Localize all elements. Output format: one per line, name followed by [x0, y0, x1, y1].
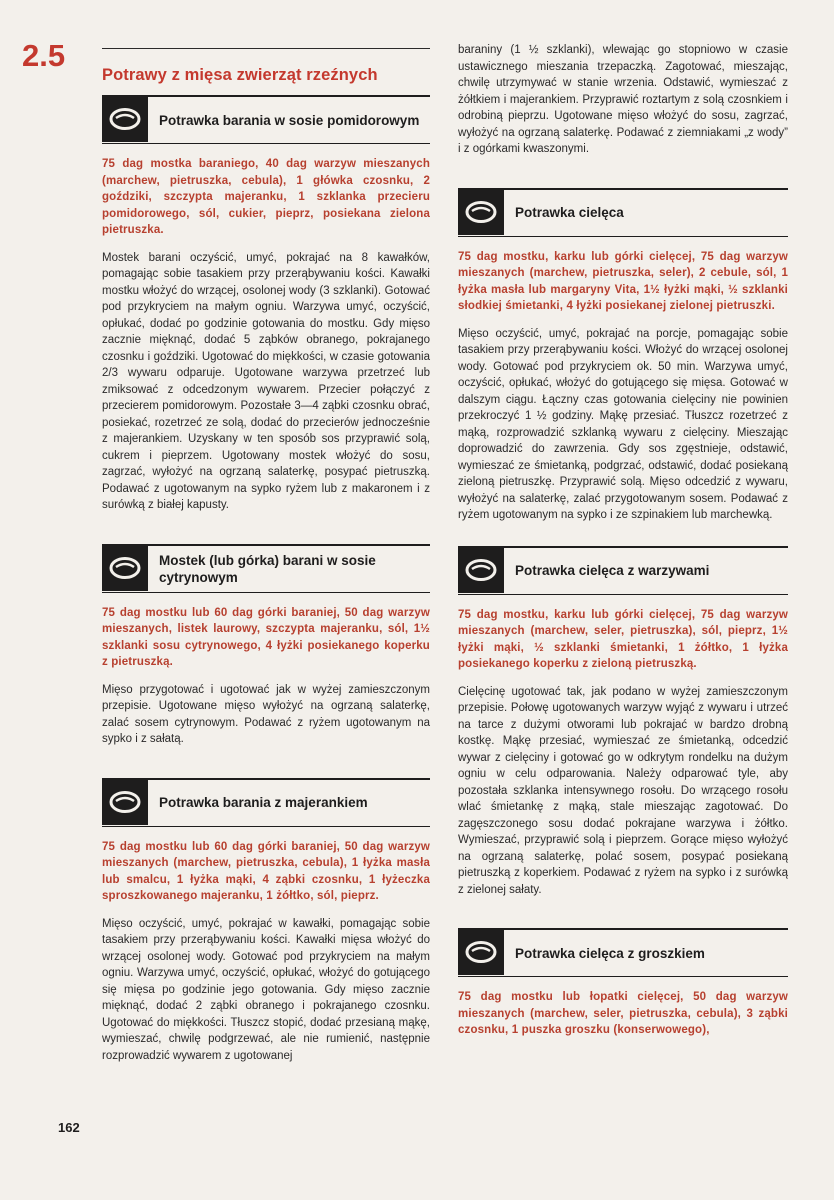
roasting-pan-icon: [102, 96, 148, 142]
recipe-method: Mięso oczyścić, umyć, pokrajać w kawałki, pomagając sobie tasakiem przy przerąbywaniu kości. Kawałki mięsa włożyć do wrzącej osolonej wody. Gotować pod przykryciem na małym ogniu. Warzywa umyć, oczyścić, opłukać, włożyć do gotującego się mięsa po godzinie jego gotowania. Gdy mięso zacznie mięknąć, dodać 2 ząbki obranego i pokrajanego czosnku. Ugotować do miękkości. Tłuszcz stopić, dodać przesianą mąkę, wymieszać, chwilę podgrzewać, ale nie rumienić, następnie rozprowadzić wywarem z ugotowanej: [102, 917, 430, 1062]
recipe-method: Mięso przygotować i ugotować jak w wyżej zamieszczonym przepisie. Ugotowane mięso wyłożyć na ogrzaną salaterkę, zalać sosem cytrynowym. Podawać z ryżem ugotowanym na sypko i z sałatą.: [102, 683, 430, 745]
recipe-header: [102, 778, 430, 827]
recipe-header: [458, 188, 788, 237]
recipe-veal-vegetables: [458, 546, 788, 899]
recipe-method: Mięso oczyścić, umyć, pokrajać na porcje, pomagając sobie tasakiem przy przerąbywaniu kości. Włożyć do wrzącej osolonej wody. Gotować pod przykryciem ok. 50 min. Warzywa umyć, oczyścić, opłukać, włożyć do gotującego się mięsa. Gotować w dalszym ciągu. Łączny czas gotowania cielęciny nie powinien przekroczyć 1 ½ godziny. Mąkę przesiać. Tłuszcz rozetrzeć z mąką, rozprowadzić szklanką wywaru z cielęciny. Mieszając doprowadzić do zawrzenia. Gdy sos zgęstnieje, odstawić, wymieszać ze śmietanką, podgrzać, odstawić, dodać posiekaną zieloną pietruszkę. Przyprawić solą. Mięso odcedzić z wywaru, wyłożyć na salaterkę, zalać przygotowanym sosem. Podawać z ryżem ugotowanym na sypko i ze szpinakiem lub marchewką.: [458, 327, 788, 521]
recipe-veal-peas: [458, 928, 788, 1039]
recipe-lamb-tomato: [102, 95, 430, 514]
recipe-lamb-marjoram: [102, 778, 430, 1065]
section-title-rule: [102, 48, 430, 49]
right-column: [458, 42, 788, 1050]
recipe-ingredients: 75 dag mostku lub 60 dag górki baraniej, 50 dag warzyw mieszanych, listek laurowy, szczypta majeranku, sól, 1½ szklanki sosu cytrynowego, 4 łyżki posiekanego koperku z pietruszką.: [102, 606, 430, 668]
recipe-header: [458, 546, 788, 595]
recipe-title: Potrawka cielęca: [515, 205, 624, 220]
recipe-ingredients: 75 dag mostku lub 60 dag górki baraniej, 50 dag warzyw mieszanych (marchew, pietruszka, cebula), 1 łyżka masła lub smalcu, 1 łyżka mąki, 4 ząbki czosnku, 1 łyżeczka sproszkowanego majeranku, 1 żółtko, sól, pieprz.: [102, 840, 430, 902]
section-title: Potrawy z mięsa zwierząt rzeźnych: [102, 66, 378, 84]
recipe-ingredients: 75 dag mostku, karku lub górki cielęcej, 75 dag warzyw mieszanych (marchew, pietruszka, seler), 2 cebule, sól, 1 łyżka masła lub margaryny Vita, 1½ łyżki mąki, ½ szklanki słodkiej śmietanki, 4 łyżki posiekanej zielonej pietruszki.: [458, 250, 788, 312]
recipe-method: Cielęcinę ugotować tak, jak podano w wyżej zamieszczonym przepisie. Połowę ugotowanych warzyw wyjąć z wywaru i utrzeć na tarce z dużymi otworami lub pokrajać w bardzo drobną kostkę. Mąkę przesiać, wymieszać ze śmietanką, odcedzić wywar z cielęciny i gotować go w odkrytym rondelku na dużym ogniu w celu odparowania. Należy odparować tyle, aby pozostała szklanka intensywnego rosołu. Do wrzącego rosołu wlać śmietankę z mąką, stale mieszając zagotować. Do zagęszczonego sosu dodać pokrajane warzywa i żółtko. Wymieszać, przyprawić solą i pieprzem. Gorące mięso wyłożyć na ogrzaną salaterkę, polać sosem, posypać posiekaną pietruszką z koperkiem. Podawać z ryżem na sypko i z surówką z zielonej sałaty.: [458, 685, 788, 896]
recipe-veal: [458, 188, 788, 524]
recipe-ingredients: 75 dag mostku, karku lub górki cielęcej, 75 dag warzyw mieszanych (marchew, seler, pietruszka), sól, pieprz, 1½ łyżki mąki, ½ szklanki śmietanki, 1 żółtko, 1 łyżka posiekanego koperku z zieloną pietruszką.: [458, 608, 788, 670]
left-column: [102, 42, 430, 1064]
roasting-pan-icon: [458, 189, 504, 235]
recipe-title: Potrawka barania z majerankiem: [159, 795, 368, 810]
roasting-pan-icon: [102, 779, 148, 825]
recipe-method: Mostek barani oczyścić, umyć, pokrajać na 8 kawałków, pomagając sobie tasakiem przy przerąbywaniu kości. Kawałki mostku włożyć do wrzącej, osolonej wody (3 szklanki). Gotować pod przykryciem na małym ogniu. Warzywa umyć, oczyścić, opłukać, dodać po godzinie gotowania do mostku. Gdy mięso zacznie mięknąć, dodać 5 ząbków obranego, pokrajanego czosnku i goździki. Ugotować do miękkości, w czasie gotowania 2/3 wywaru odparuje. Ugotowane warzywa przetrzeć lub zmiksować z odcedzonym wywarem. Przecier połączyć z przecierem pomidorowym. Pozostałe 3—4 ząbki czosnku obrać, posiekać, rozetrzeć ze solą, dodać do przecierów jednocześnie z majerankiem. Uzyskany w ten sposób sos przyprawić solą, cukrem i pieprzem. Ugotowany mostek włożyć do sosu, zagrzać, wyłożyć na ogrzaną salaterkę, posypać pietruszką. Podawać z ugotowanym na sypko ryżem lub z makaronem i z surówką z białej kapusty.: [102, 251, 430, 511]
recipe-header: [102, 544, 430, 593]
section-number: 2.5: [22, 38, 66, 73]
recipe-ingredients: 75 dag mostka baraniego, 40 dag warzyw mieszanych (marchew, pietruszka, cebula), 1 główka czosnku, 2 goździki, szczypta majeranku, 1 szklanka przecieru pomidorowego, sól, cukier, pieprz, posiekana zielona pietruszka.: [102, 158, 430, 236]
recipe-title: Potrawka cielęca z warzywami: [515, 563, 710, 578]
page-number: 162: [58, 1120, 80, 1135]
roasting-pan-icon: [458, 929, 504, 975]
recipe-ingredients: 75 dag mostku lub łopatki cielęcej, 50 dag warzyw mieszanych (marchew, seler, pietruszka, cebula), 3 ząbki czosnku, 1 puszka groszku (konserwowego),: [458, 991, 788, 1036]
recipe-title: Potrawka cielęca z groszkiem: [515, 945, 705, 961]
continued-text: baraniny (1 ½ szklanki), wlewając go stopniowo w czasie ustawicznego mieszania trzepaczką. Zagotować, mieszając, chwilę utrzymywać w stanie wrzenia. Odstawić, wymieszać z żółtkiem i majerankiem. Przyprawić roztartym z solą czosnkiem i odrobiną pieprzu. Ugotowane mięso włożyć do sosu, zagrzać, wyłożyć na ogrzaną salaterkę. Podawać z ziemniakami „z wody” i z ogórkami kwaszonymi.: [458, 44, 788, 155]
roasting-pan-icon: [102, 545, 148, 591]
recipe-lamb-lemon: [102, 544, 430, 748]
recipe-header: [102, 95, 430, 144]
recipe-header: [458, 928, 788, 977]
recipe-title: Potrawka barania w sosie pomidorowym: [159, 112, 420, 128]
recipe-title: Mostek (lub górka) barani w sosie cytrynowym: [159, 552, 376, 585]
roasting-pan-icon: [458, 547, 504, 593]
